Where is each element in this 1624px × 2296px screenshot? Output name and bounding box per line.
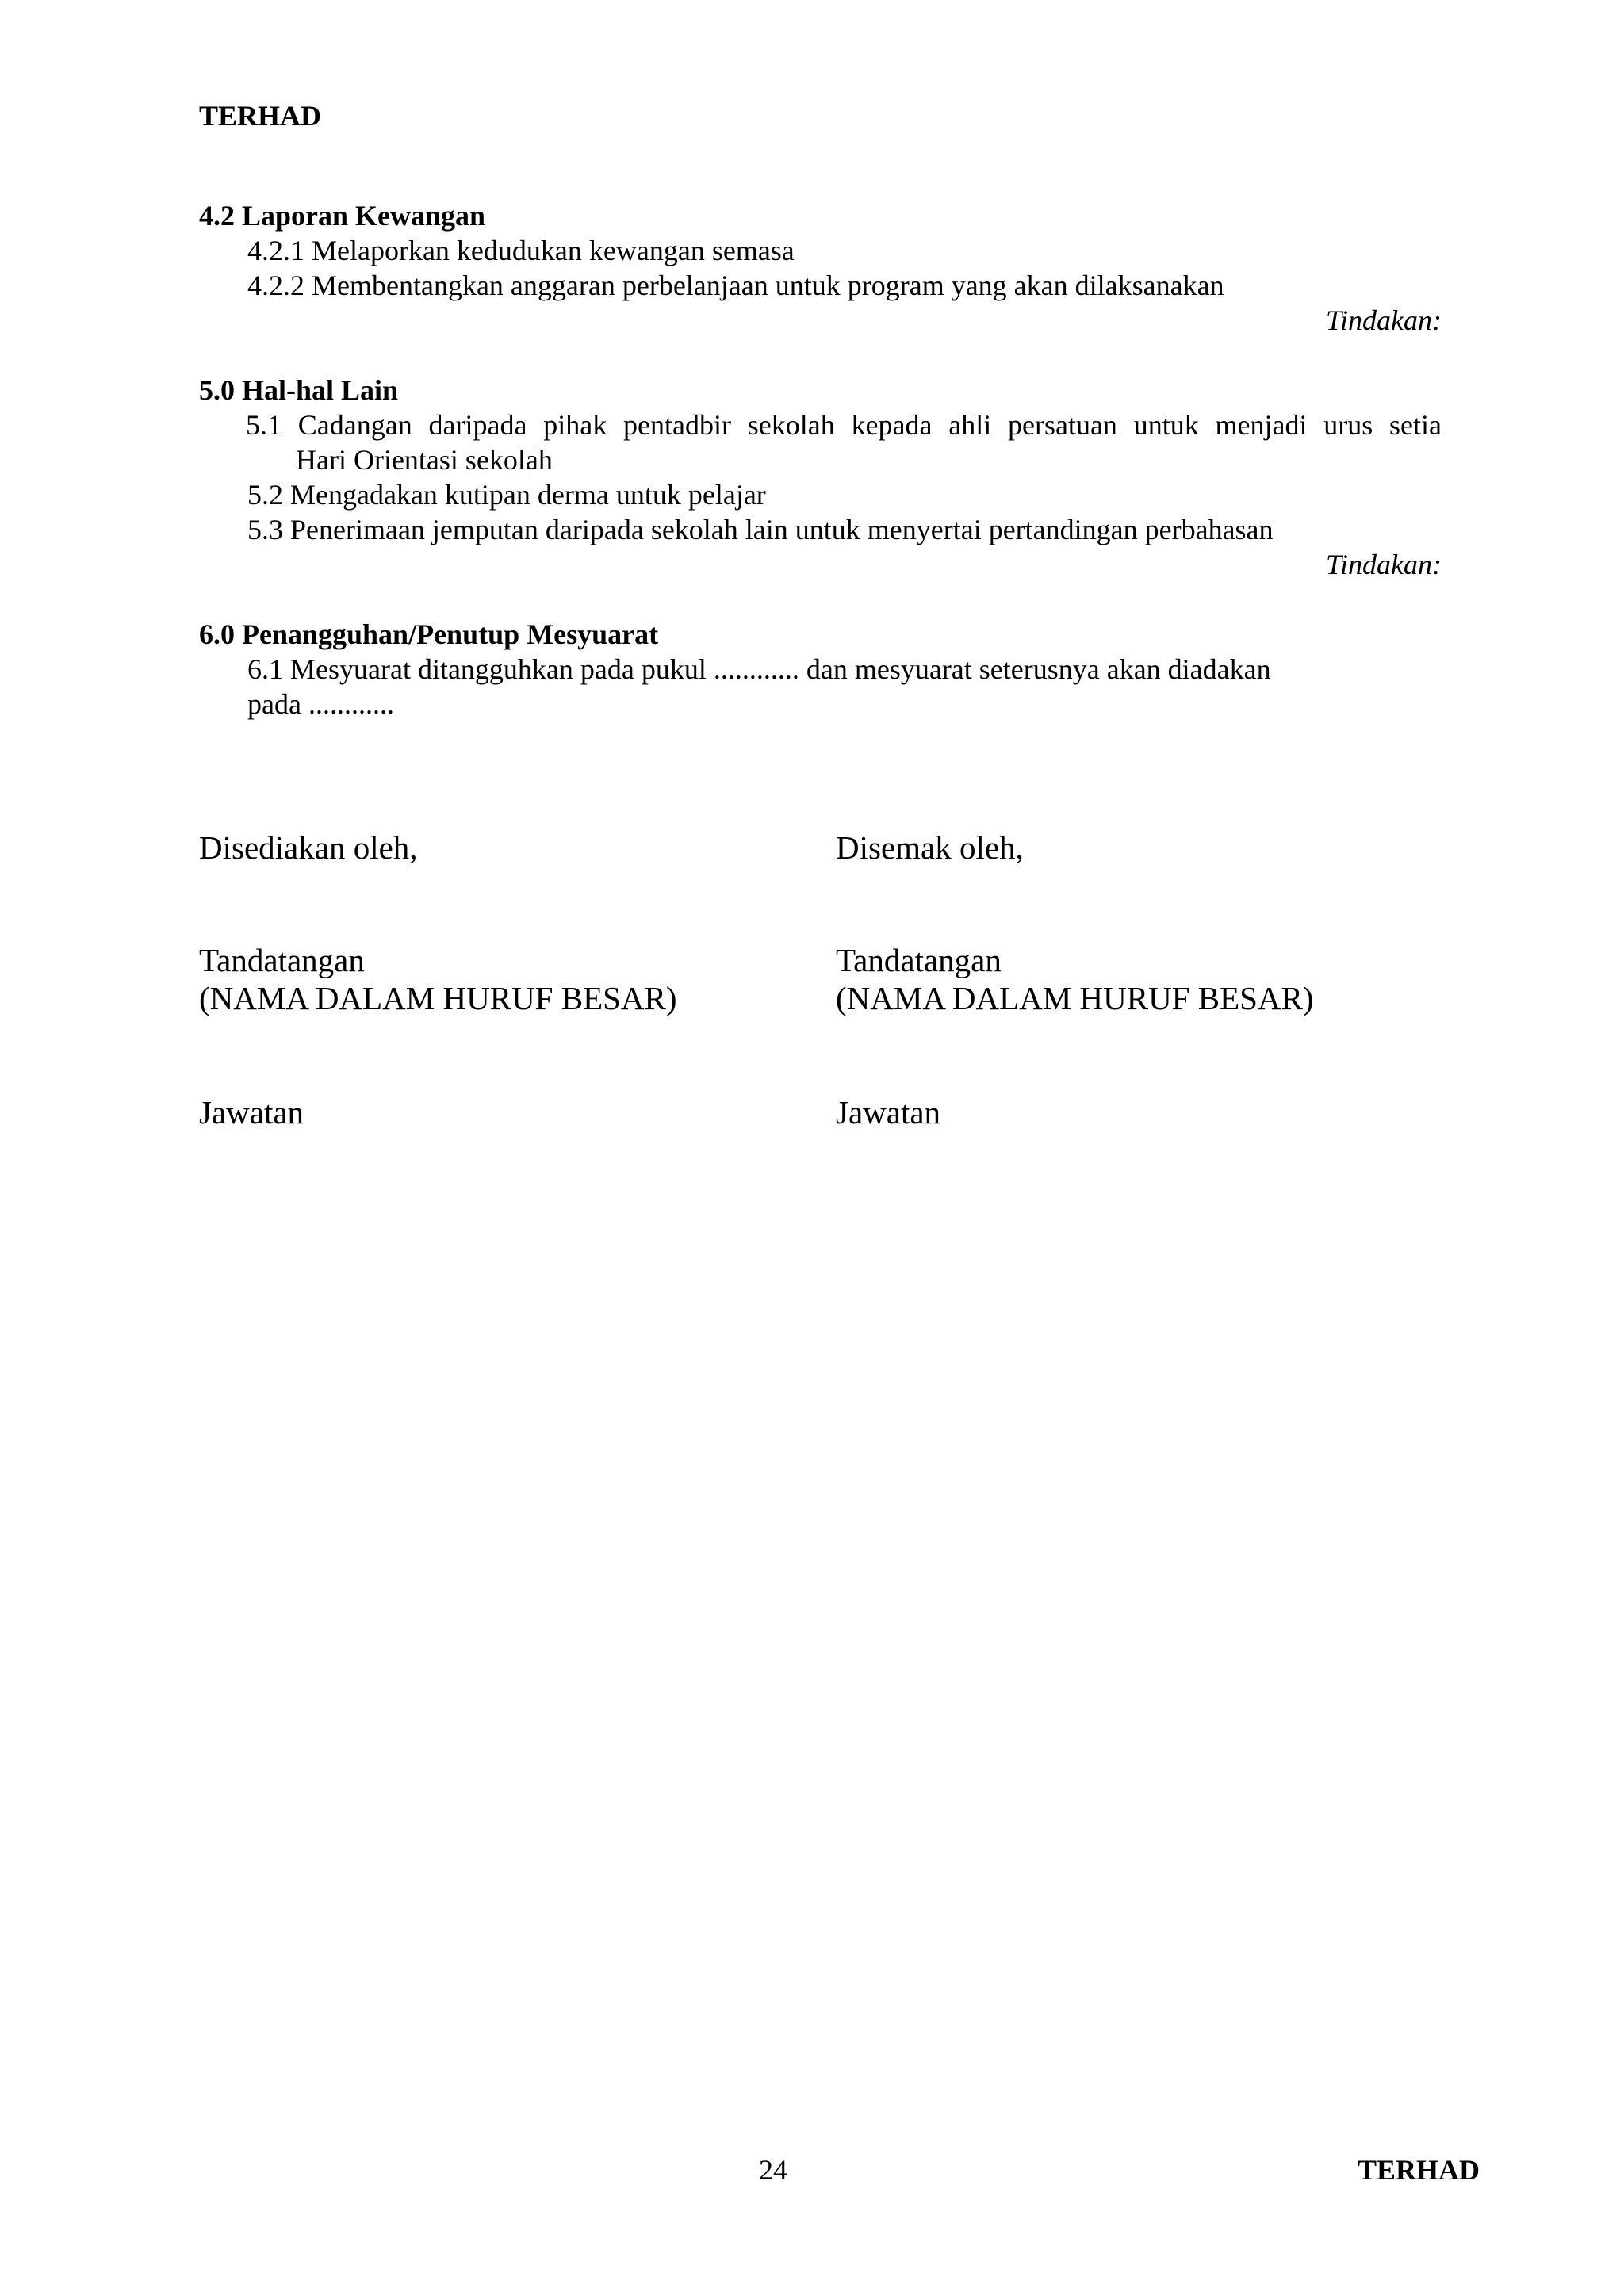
action-label-5-0: Tindakan: bbox=[1325, 549, 1442, 580]
prepared-by-name-label: (NAMA DALAM HURUF BESAR) bbox=[199, 980, 677, 1016]
section-5-0-title: 5.0 Hal-hal Lain bbox=[199, 374, 399, 406]
classification-header: TERHAD bbox=[199, 100, 322, 132]
classification-footer: TERHAD bbox=[1358, 2154, 1480, 2186]
section-6-0-title: 6.0 Penangguhan/Penutup Mesyuarat bbox=[199, 618, 659, 650]
item-5-1-line-1: 5.1 Cadangan daripada pihak pentadbir sekolah kepada ahli persatuan untuk menjadi urus setia bbox=[246, 409, 1442, 441]
item-5-3: 5.3 Penerimaan jemputan daripada sekolah lain untuk menyertai pertandingan perbahasan bbox=[247, 514, 1274, 545]
section-4-2-title: 4.2 Laporan Kewangan bbox=[199, 200, 486, 232]
action-label-4-2: Tindakan: bbox=[1325, 304, 1442, 336]
item-6-1-line-2: pada ............ bbox=[247, 688, 394, 720]
checked-by-name-label: (NAMA DALAM HURUF BESAR) bbox=[836, 980, 1314, 1016]
item-5-2: 5.2 Mengadakan kutipan derma untuk pelajar bbox=[247, 479, 766, 511]
checked-by-label: Disemak oleh, bbox=[836, 829, 1024, 866]
checked-by-signature-label: Tandatangan bbox=[836, 942, 1002, 978]
page-number: 24 bbox=[759, 2154, 787, 2186]
item-4-2-1: 4.2.1 Melaporkan kedudukan kewangan semasa bbox=[247, 235, 795, 266]
prepared-by-signature-label: Tandatangan bbox=[199, 942, 365, 978]
item-6-1-line-1: 6.1 Mesyuarat ditangguhkan pada pukul ............ dan mesyuarat seterusnya akan diadakan bbox=[247, 653, 1271, 685]
prepared-by-label: Disediakan oleh, bbox=[199, 829, 418, 866]
checked-by-position-label: Jawatan bbox=[836, 1094, 941, 1131]
item-4-2-2: 4.2.2 Membentangkan anggaran perbelanjaan untuk program yang akan dilaksanakan bbox=[247, 270, 1224, 301]
item-5-1-line-2: Hari Orientasi sekolah bbox=[296, 444, 553, 476]
prepared-by-position-label: Jawatan bbox=[199, 1094, 304, 1131]
